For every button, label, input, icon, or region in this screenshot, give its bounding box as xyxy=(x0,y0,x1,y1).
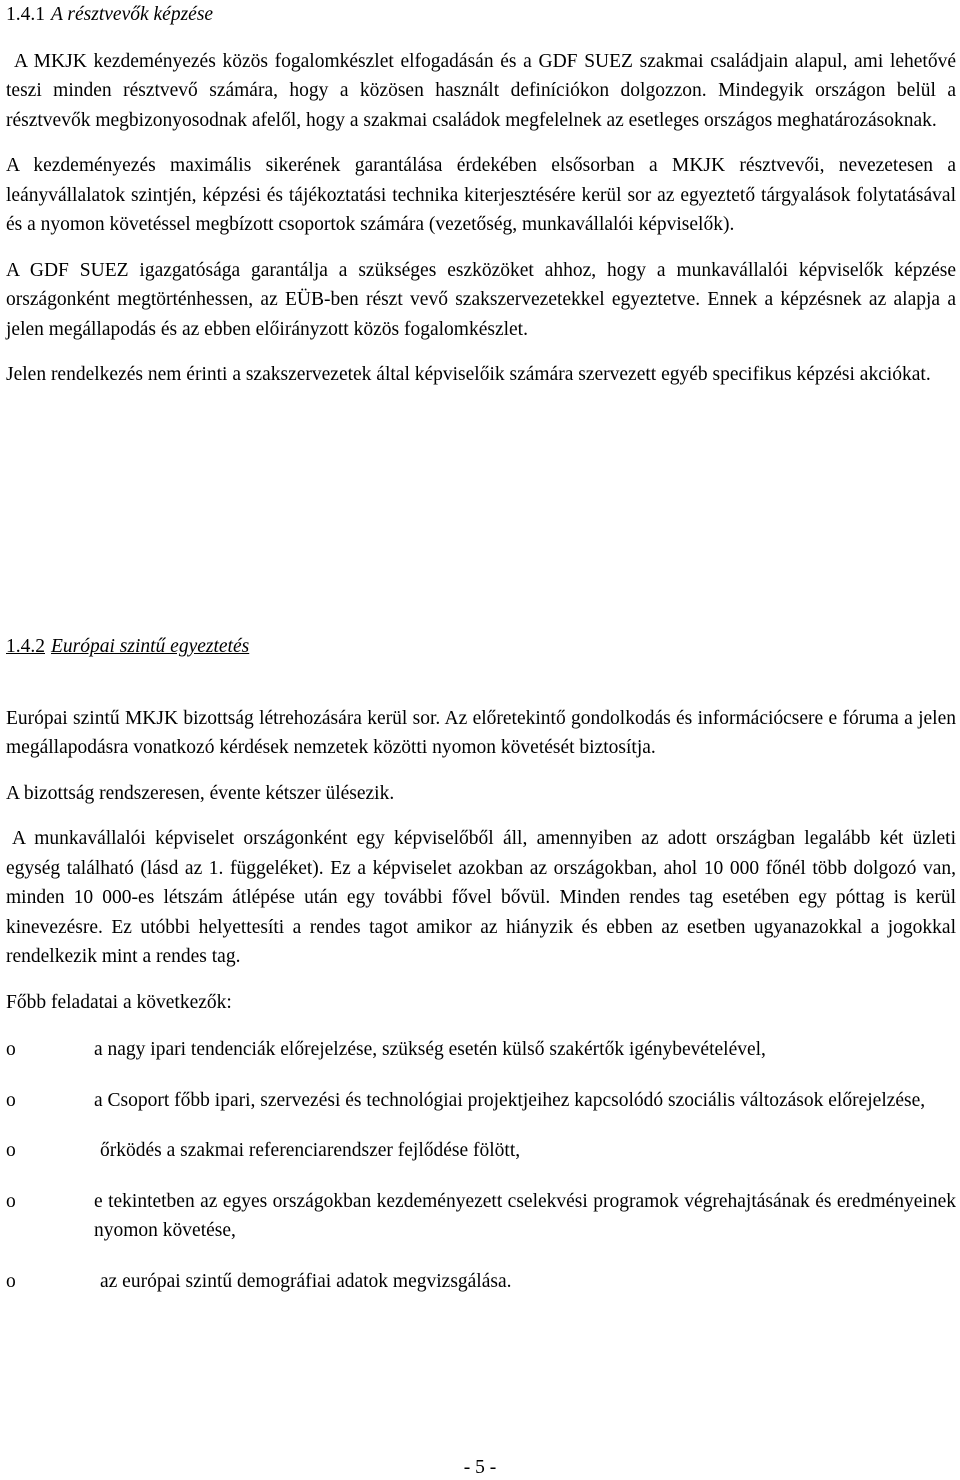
list-item-text: őrködés a szakmai referenciarendszer fejlődése fölött, xyxy=(100,1140,521,1161)
list-item-text: e tekintetben az egyes országokban kezdeményezett cselekvési programok végrehajtásának és eredményeinek nyomon követése, xyxy=(94,1190,956,1241)
paragraph: A kezdeményezés maximális sikerének garantálása érdekében elsősorban a MKJK résztvevői, nevezetesen a leányvállalatok szintjén, képzési és tájékoztatási technika kiterjesztésére kerül sor az egyeztető tárgyalások folytatásával és a nyomon követéssel megbízott csoportok számára (vezetőség, munkavállalói képviselők). xyxy=(6,155,956,235)
list-item xyxy=(6,1035,956,1065)
bullet-icon: o xyxy=(6,1270,16,1292)
list-item xyxy=(6,1187,956,1246)
paragraph: A GDF SUEZ igazgatósága garantálja a szükséges eszközöket ahhoz, hogy a munkavállalói képviselők képzése országonként megtörténhessen, az EÜB-ben részt vevő szakszervezetekkel egyeztetve. Ennek a képzésnek az alapja a jelen megállapodás és az ebben előirányzott közös fogalomkészlet. xyxy=(6,259,956,340)
bullet-icon: o xyxy=(6,1089,16,1111)
bullet-icon: o xyxy=(6,1190,16,1212)
section-1-4-2 xyxy=(6,632,956,1317)
section-1-4-1 xyxy=(6,0,956,390)
list-item xyxy=(6,1086,956,1116)
section-heading xyxy=(6,632,956,662)
list-item xyxy=(6,1267,956,1297)
paragraph: Európai szintű MKJK bizottság létrehozására kerül sor. Az előretekintő gondolkodás és információcsere e fóruma a jelen megállapodásra vonatkozó kérdések nemzetek közötti nyomon követését biztosítja. xyxy=(6,707,956,758)
paragraph: A bizottság rendszeresen, évente kétszer ülésezik. xyxy=(6,782,395,804)
list-item-text: az európai szintű demográfiai adatok megvizsgálása. xyxy=(100,1270,512,1292)
task-list xyxy=(6,1035,956,1296)
section-number: 1.4.2 xyxy=(6,636,45,657)
list-item xyxy=(6,1136,956,1166)
list-item-text: a nagy ipari tendenciák előrejelzése, szükség esetén külső szakértők igénybevételével, xyxy=(94,1039,766,1060)
paragraph: Jelen rendelkezés nem érinti a szakszervezetek által képviselőik számára szervezett egyéb specifikus képzési akciókat. xyxy=(6,364,931,385)
bullet-icon: o xyxy=(6,1039,16,1060)
bullet-icon: o xyxy=(6,1140,16,1161)
section-heading xyxy=(6,0,956,30)
list-item-text: a Csoport főbb ipari, szervezési és technológiai projektjeihez kapcsolódó szociális változások előrejelzése, xyxy=(94,1089,926,1111)
page-number: - 5 - xyxy=(463,1457,497,1478)
paragraph: A munkavállalói képviselet országonként egy képviselőből áll, amennyiben az adott országban legalább két üzleti egység található (lásd az 1. függeléket). Ez a képviselet azokban az országokban, ahol 10 000 főnél több dolgozó van, minden 10 000-es létszám átlépése után egy további fővel bővül. Minden rendes tag esetében egy póttag is kerül kinevezésre. Ez utóbbi helyettesíti a rendes tagot amikor az hiányzik és ebben az esetben ugyanazokkal a jogokkal rendelkezik mint a rendes tag. xyxy=(6,828,956,967)
paragraph: A MKJK kezdeményezés közös fogalomkészlet elfogadásán és a GDF SUEZ szakmai családjain alapul, ami lehetővé teszi minden résztvevő számára, hogy a közösen használt definíciókon dolgozzon. Mindegyik országon belül a résztvevők megbizonyosodnak afelől, hogy a szakmai családok megfelelnek az esetleges országos meghatározásoknak. xyxy=(6,50,956,131)
section-title: Európai szintű egyeztetés xyxy=(51,636,250,657)
section-title: A résztvevők képzése xyxy=(51,4,214,25)
paragraph: Főbb feladatai a következők: xyxy=(6,991,232,1013)
section-number: 1.4.1 xyxy=(6,4,45,25)
